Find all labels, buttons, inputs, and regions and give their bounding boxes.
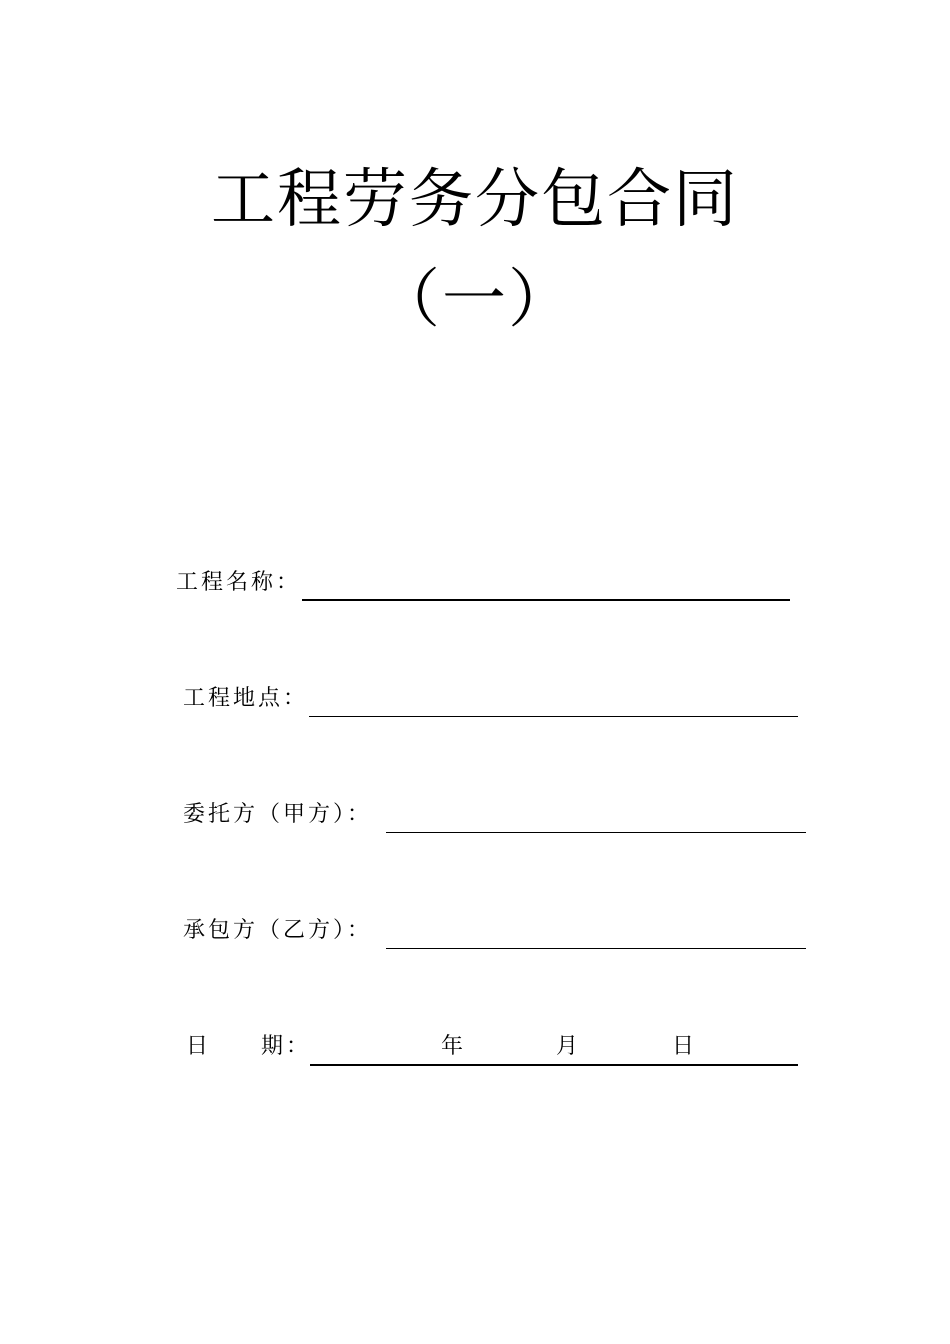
project-name-line[interactable] [302,599,790,601]
party-a-label: 委托方（甲方）： [183,802,373,827]
date-day-unit: 日 [672,1034,695,1059]
party-a-line[interactable] [386,832,806,833]
project-name-label: 工程名称： [176,570,302,595]
party-b-line[interactable] [386,948,806,949]
party-b-label: 承包方（乙方）： [183,918,373,943]
project-location-label: 工程地点： [183,686,309,711]
date-month-unit: 月 [556,1034,579,1059]
date-label: 日 期： [186,1034,312,1059]
document-subtitle: （一） [376,263,574,337]
project-location-line[interactable] [309,716,798,717]
document-title: 工程劳务分包合同 [211,163,739,237]
date-year-unit: 年 [441,1034,464,1059]
date-line[interactable] [310,1064,798,1066]
